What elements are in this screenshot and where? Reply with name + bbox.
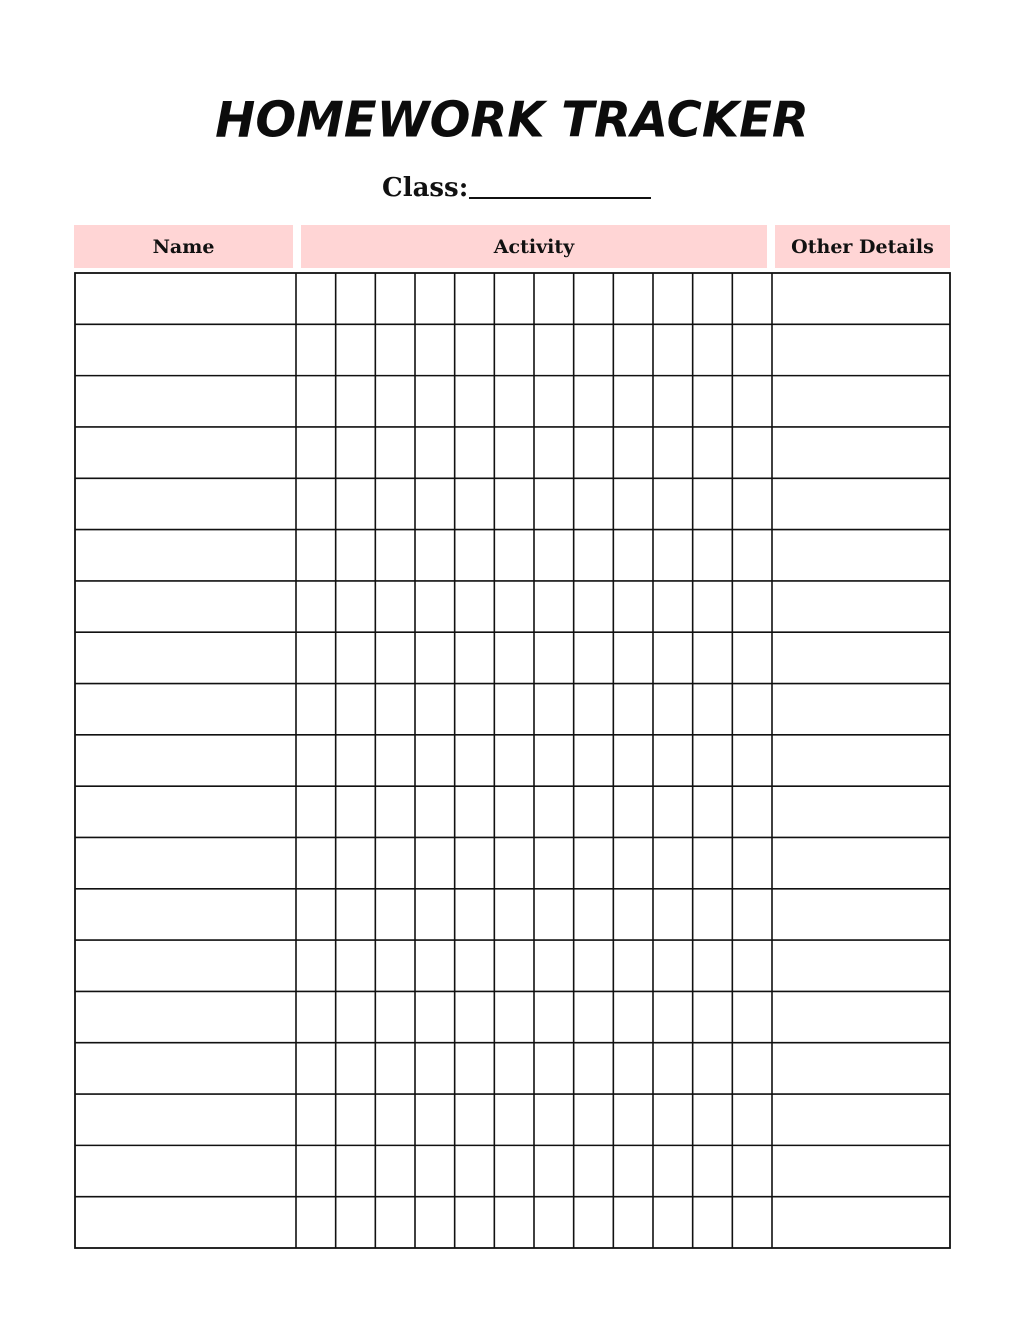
grid-border [75,273,950,1248]
class-blank-line[interactable] [469,167,651,199]
tracker-grid [74,272,951,1249]
class-field [382,166,651,206]
class-label: Class: [382,173,469,203]
page-title: HOMEWORK TRACKER [215,91,809,149]
header-other-details: Other Details [775,225,950,268]
tracker-grid-lines [74,272,951,1249]
header-name: Name [74,225,293,268]
header-activity: Activity [301,225,767,268]
